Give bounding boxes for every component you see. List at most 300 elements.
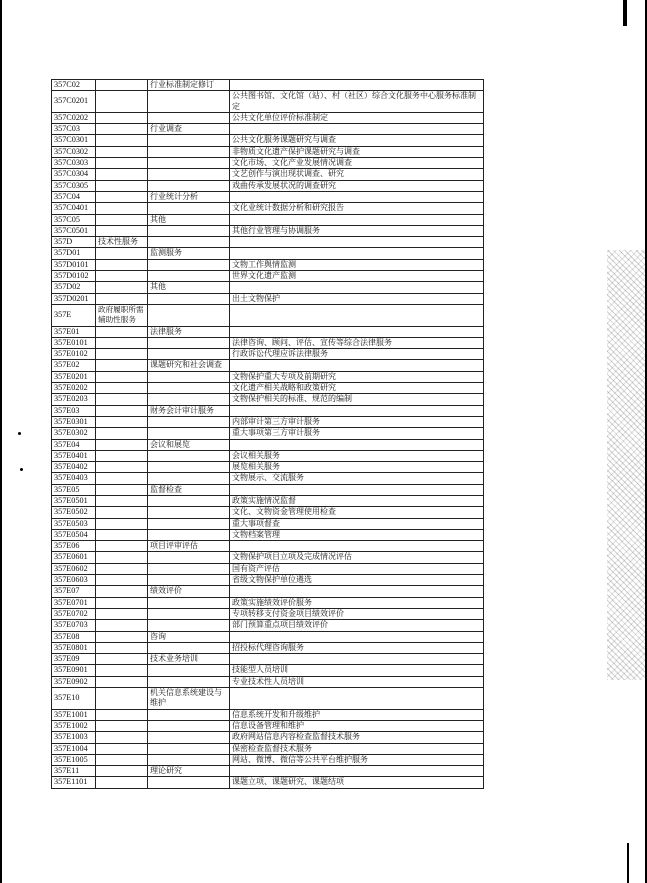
row-subcategory: 行业调查 [148,124,230,135]
row-code: 357C0301 [52,135,96,146]
row-item [230,586,484,597]
table-row [52,158,484,169]
row-category [96,112,148,123]
table-row [52,754,484,765]
row-item: 行政诉讼代理应诉法律服务 [230,349,484,360]
row-code: 357E0603 [52,575,96,586]
table-row [52,326,484,337]
row-item: 政策实施情况监督 [230,495,484,506]
row-code: 357E [52,304,96,326]
row-subcategory [148,552,230,563]
row-item: 文化业统计数据分析和研究报告 [230,203,484,214]
table-row [52,541,484,552]
row-item: 文物工作舆情监测 [230,259,484,270]
row-category [96,450,148,461]
row-item: 信息系统开发和升级维护 [230,709,484,720]
row-subcategory [148,91,230,113]
row-code: 357E0801 [52,642,96,653]
row-subcategory [148,754,230,765]
table-row [52,654,484,665]
row-item: 专项转移支付资金项目绩效评价 [230,608,484,619]
table-row [52,169,484,180]
row-subcategory [148,732,230,743]
row-category [96,518,148,529]
scan-left-edge [0,0,2,883]
table-row [52,575,484,586]
row-item: 课题立项、课题研究、课题结项 [230,777,484,788]
row-category [96,495,148,506]
row-code: 357E04 [52,439,96,450]
table-row [52,349,484,360]
row-subcategory: 技术业务培训 [148,654,230,665]
row-category [96,462,148,473]
row-code: 357E0702 [52,608,96,619]
row-code: 357E06 [52,541,96,552]
row-category [96,428,148,439]
table-row [52,473,484,484]
row-item: 公共文化服务课题研究与调查 [230,135,484,146]
row-subcategory [148,416,230,427]
row-code: 357E0602 [52,563,96,574]
table-row [52,282,484,293]
table-row [52,507,484,518]
row-code: 357E1001 [52,709,96,720]
table-row [52,642,484,653]
row-code: 357E03 [52,405,96,416]
row-subcategory [148,597,230,608]
row-item [230,405,484,416]
row-subcategory [148,169,230,180]
row-code: 357E0302 [52,428,96,439]
row-item [230,541,484,552]
row-category [96,620,148,631]
table-row [52,337,484,348]
row-category [96,349,148,360]
row-item [230,237,484,248]
table-row [52,608,484,619]
row-category [96,743,148,754]
service-catalog-table [51,79,484,789]
row-code: 357E1003 [52,732,96,743]
row-category [96,371,148,382]
row-item [230,688,484,710]
row-subcategory: 绩效评价 [148,586,230,597]
table-row [52,720,484,731]
row-code: 357C0303 [52,158,96,169]
row-subcategory [148,563,230,574]
row-item: 重大事项督查 [230,518,484,529]
row-category [96,688,148,710]
row-item [230,80,484,91]
row-item: 招投标代理咨询服务 [230,642,484,653]
row-code: 357C0201 [52,91,96,113]
row-item [230,248,484,259]
table-row [52,405,484,416]
table-row [52,191,484,202]
row-category [96,383,148,394]
row-code: 357E02 [52,360,96,371]
row-item: 世界文化遗产监测 [230,271,484,282]
row-category [96,271,148,282]
row-subcategory [148,371,230,382]
row-item: 其他行业管理与协调服务 [230,225,484,236]
row-subcategory [148,709,230,720]
row-code: 357C02 [52,80,96,91]
row-subcategory [148,777,230,788]
row-item: 政府网站信息内容检查监督技术服务 [230,732,484,743]
row-subcategory [148,203,230,214]
row-code: 357E0703 [52,620,96,631]
scan-mark-top [623,0,627,26]
row-code: 357C0304 [52,169,96,180]
row-subcategory [148,383,230,394]
row-subcategory [148,620,230,631]
row-code: 357E01 [52,326,96,337]
row-code: 357E0902 [52,676,96,687]
row-category [96,394,148,405]
table-row [52,135,484,146]
row-subcategory [148,743,230,754]
row-category [96,360,148,371]
table-row [52,620,484,631]
row-code: 357E10 [52,688,96,710]
row-subcategory [148,271,230,282]
row-code: 357E08 [52,631,96,642]
table-row [52,428,484,439]
table-row [52,91,484,113]
table-row [52,518,484,529]
row-subcategory [148,394,230,405]
row-code: 357E0503 [52,518,96,529]
row-code: 357D0102 [52,271,96,282]
row-category [96,642,148,653]
row-item: 出土文物保护 [230,293,484,304]
row-category [96,158,148,169]
table-row [52,360,484,371]
row-item [230,360,484,371]
row-item: 法律咨询、顾问、评估、宣传等综合法律服务 [230,337,484,348]
row-code: 357E0701 [52,597,96,608]
table-row [52,304,484,326]
row-code: 357C05 [52,214,96,225]
row-category [96,665,148,676]
row-item: 公共文化单位评价标准制定 [230,112,484,123]
row-code: 357E05 [52,484,96,495]
row-code: 357E1101 [52,777,96,788]
row-category [96,124,148,135]
row-code: 357E0601 [52,552,96,563]
table-row [52,203,484,214]
row-category [96,282,148,293]
row-item: 公共图书馆、文化馆（站）、村（社区）综合文化服务中心服务标准制定 [230,91,484,113]
row-item: 国有资产评估 [230,563,484,574]
row-code: 357C0401 [52,203,96,214]
row-subcategory [148,462,230,473]
row-code: 357E0401 [52,450,96,461]
table-row [52,766,484,777]
row-subcategory [148,146,230,157]
row-code: 357E0501 [52,495,96,506]
row-subcategory: 会议和展览 [148,439,230,450]
row-category [96,326,148,337]
row-item [230,214,484,225]
row-subcategory: 课题研究和社会调查 [148,360,230,371]
row-code: 357E1002 [52,720,96,731]
row-code: 357E0504 [52,529,96,540]
row-category [96,597,148,608]
table-row [52,259,484,270]
row-subcategory [148,473,230,484]
row-code: 357E0403 [52,473,96,484]
row-category [96,754,148,765]
table-row [52,552,484,563]
row-subcategory: 法律服务 [148,326,230,337]
row-code: 357E0301 [52,416,96,427]
table-row [52,688,484,710]
row-subcategory: 机关信息系统建设与维护 [148,688,230,710]
row-code: 357E0502 [52,507,96,518]
row-subcategory [148,676,230,687]
row-subcategory: 监督检查 [148,484,230,495]
row-category [96,146,148,157]
row-code: 357C03 [52,124,96,135]
row-category [96,259,148,270]
row-subcategory [148,518,230,529]
row-code: 357C04 [52,191,96,202]
table-row [52,124,484,135]
table-row [52,225,484,236]
row-subcategory [148,293,230,304]
table-row [52,676,484,687]
row-category [96,575,148,586]
row-subcategory [148,720,230,731]
row-item: 文物保护重大专项及前期研究 [230,371,484,382]
row-code: 357C0501 [52,225,96,236]
row-item [230,304,484,326]
row-category [96,777,148,788]
row-subcategory: 财务会计审计服务 [148,405,230,416]
row-subcategory [148,237,230,248]
table-row [52,777,484,788]
row-category [96,732,148,743]
row-item: 专业技术性人员培训 [230,676,484,687]
row-category [96,169,148,180]
row-item: 保密检查监督技术服务 [230,743,484,754]
row-subcategory [148,259,230,270]
table-row [52,439,484,450]
table-row [52,180,484,191]
table-row [52,529,484,540]
table-row [52,586,484,597]
table-row [52,383,484,394]
row-category [96,563,148,574]
table-row [52,709,484,720]
row-category [96,631,148,642]
row-subcategory: 理论研究 [148,766,230,777]
row-item [230,124,484,135]
row-subcategory [148,428,230,439]
row-category [96,586,148,597]
table-row [52,450,484,461]
row-item: 文化市场、文化产业发展情况调查 [230,158,484,169]
table-row [52,462,484,473]
row-item: 政策实施绩效评价服务 [230,597,484,608]
table-row [52,112,484,123]
row-item [230,282,484,293]
scan-mark-bottom [627,843,629,883]
row-subcategory [148,529,230,540]
row-category [96,608,148,619]
row-item: 重大事项第三方审计服务 [230,428,484,439]
row-category: 政府履职所需辅助性服务 [96,304,148,326]
table-row [52,293,484,304]
row-category [96,654,148,665]
row-subcategory: 其他 [148,214,230,225]
row-item: 文化、文物资金管理使用检查 [230,507,484,518]
row-category [96,473,148,484]
row-category [96,439,148,450]
row-category [96,529,148,540]
row-item [230,439,484,450]
table-row [52,371,484,382]
row-category: 技术性服务 [96,237,148,248]
row-subcategory [148,608,230,619]
row-item: 部门预算重点项目绩效评价 [230,620,484,631]
row-category [96,293,148,304]
table-row [52,248,484,259]
row-subcategory: 项目评审评估 [148,541,230,552]
row-item: 文艺创作与演出现状调查、研究 [230,169,484,180]
row-subcategory: 监测服务 [148,248,230,259]
row-category [96,248,148,259]
row-subcategory [148,180,230,191]
row-item: 省级文物保护单位遴选 [230,575,484,586]
row-code: 357E1004 [52,743,96,754]
row-category [96,720,148,731]
row-code: 357E0203 [52,394,96,405]
row-item: 文化遗产相关战略和政策研究 [230,383,484,394]
row-code: 357D02 [52,282,96,293]
row-category [96,214,148,225]
table-row [52,146,484,157]
table-row [52,394,484,405]
table-row [52,732,484,743]
table-row [52,597,484,608]
row-subcategory [148,495,230,506]
row-subcategory [148,135,230,146]
row-category [96,405,148,416]
row-category [96,135,148,146]
table-row [52,416,484,427]
row-subcategory: 行业统计分析 [148,191,230,202]
row-item [230,191,484,202]
row-subcategory [148,304,230,326]
row-category [96,676,148,687]
row-item: 文物保护相关的标准、规范的编制 [230,394,484,405]
row-code: 357E11 [52,766,96,777]
row-subcategory [148,665,230,676]
row-category [96,709,148,720]
row-code: 357E0402 [52,462,96,473]
scan-dot [20,468,23,471]
row-subcategory [148,349,230,360]
row-subcategory: 咨询 [148,631,230,642]
row-category [96,766,148,777]
row-subcategory [148,575,230,586]
row-category [96,416,148,427]
table-body [52,80,484,789]
row-code: 357C0305 [52,180,96,191]
row-category [96,191,148,202]
row-category [96,225,148,236]
row-code: 357E09 [52,654,96,665]
row-code: 357D0101 [52,259,96,270]
row-item: 文物档案管理 [230,529,484,540]
row-category [96,203,148,214]
scan-noise [607,250,647,680]
row-code: 357E0202 [52,383,96,394]
row-item: 网站、微博、微信等公共平台维护服务 [230,754,484,765]
table-row [52,631,484,642]
row-subcategory [148,337,230,348]
table-row [52,214,484,225]
row-item [230,484,484,495]
row-item: 非物质文化遗产保护课题研究与调查 [230,146,484,157]
row-item: 戏曲传承发展状况的调查研究 [230,180,484,191]
row-subcategory: 行业标准制定修订 [148,80,230,91]
row-subcategory [148,158,230,169]
row-category [96,180,148,191]
table-row [52,80,484,91]
row-category [96,91,148,113]
row-category [96,541,148,552]
table-row [52,563,484,574]
table-row [52,271,484,282]
row-item: 展览相关服务 [230,462,484,473]
row-code: 357E07 [52,586,96,597]
row-code: 357E1005 [52,754,96,765]
row-category [96,80,148,91]
row-category [96,484,148,495]
row-subcategory [148,112,230,123]
row-subcategory: 其他 [148,282,230,293]
row-item [230,326,484,337]
scan-dot [18,432,21,435]
row-category [96,552,148,563]
row-code: 357E0901 [52,665,96,676]
table-row [52,237,484,248]
row-code: 357D01 [52,248,96,259]
row-code: 357D [52,237,96,248]
row-item [230,631,484,642]
row-item [230,654,484,665]
row-code: 357D0201 [52,293,96,304]
row-item: 内部审计第三方审计服务 [230,416,484,427]
row-item: 会议相关服务 [230,450,484,461]
row-item: 信息设备管理和维护 [230,720,484,731]
row-code: 357E0201 [52,371,96,382]
row-subcategory [148,642,230,653]
row-code: 357E0102 [52,349,96,360]
row-subcategory [148,225,230,236]
row-code: 357E0101 [52,337,96,348]
row-category [96,507,148,518]
row-subcategory [148,507,230,518]
table-row [52,484,484,495]
row-code: 357C0302 [52,146,96,157]
table-row [52,743,484,754]
row-item [230,766,484,777]
